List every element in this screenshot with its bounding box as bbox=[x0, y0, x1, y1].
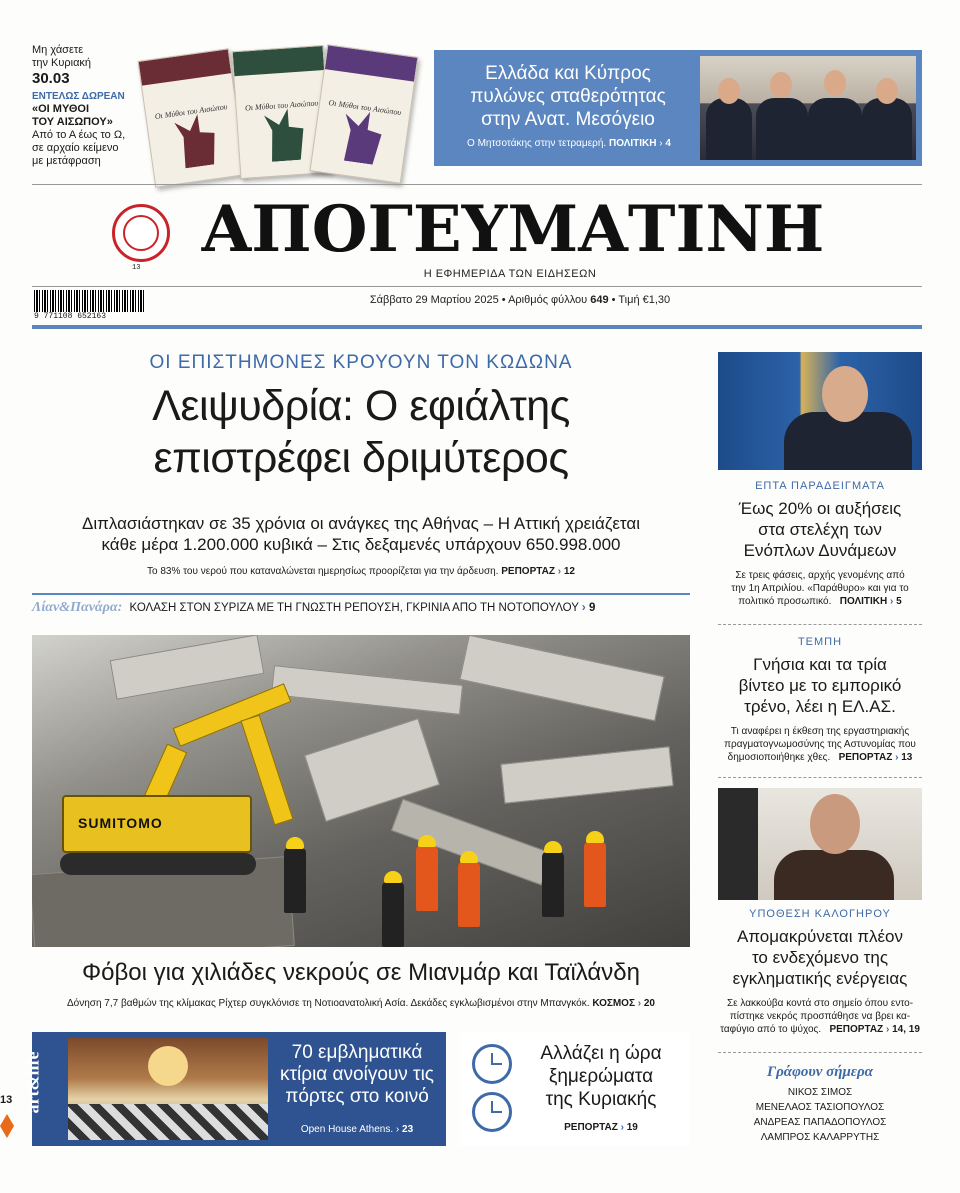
story3-label: ΥΠΟΘΕΣΗ ΚΑΛΟΓΗΡΟΥ bbox=[749, 908, 891, 920]
person-silhouette bbox=[808, 98, 862, 160]
promo-desc-3: με μετάφραση bbox=[32, 155, 101, 167]
book-cover-1 bbox=[138, 48, 247, 188]
story3-body-3 bbox=[718, 1023, 922, 1036]
story1-headline-1: Έως 20% οι αυξήσεις bbox=[738, 499, 902, 518]
main-headline[interactable] bbox=[32, 380, 690, 484]
window-frame bbox=[718, 788, 758, 900]
arrow-icon: › bbox=[395, 1124, 400, 1135]
art-line-3: πόρτες στο κοινό bbox=[285, 1086, 429, 1107]
story2-headline-2: βίντεο με το εμπορικό bbox=[738, 676, 902, 695]
banner-line-1: Ελλάδα και Κύπρος bbox=[485, 63, 651, 84]
story3-body bbox=[718, 997, 922, 1036]
clock-headline bbox=[516, 1042, 686, 1111]
main-summary-text: Το 83% του νερού που καταναλώνεται ημερησίως προορίζεται για την άρδευση. bbox=[146, 566, 499, 577]
barcode-icon bbox=[34, 264, 146, 322]
story2-label: ΤΕΜΠΗ bbox=[797, 636, 843, 648]
writer-name: ΑΝΔΡΕΑΣ ΠΑΠΑΔΟΠΟΥΛΟΣ bbox=[753, 1117, 887, 1128]
story1-headline bbox=[718, 498, 922, 561]
story2-headline-1: Γνήσια και τα τρία bbox=[753, 655, 887, 674]
arrow-icon: › bbox=[895, 752, 899, 763]
book-band-2 bbox=[233, 46, 324, 76]
book-band-1 bbox=[139, 49, 231, 85]
photo-page: 20 bbox=[643, 998, 655, 1009]
hard-hat-icon bbox=[418, 835, 436, 847]
banner-section: ΠΟΛΙΤΙΚΗ bbox=[608, 138, 657, 149]
art-page: 23 bbox=[402, 1124, 414, 1135]
story1-body-3 bbox=[718, 595, 922, 608]
clock-ref bbox=[516, 1122, 686, 1133]
banner-sub-text: Ο Μητσοτάκης στην τετραμερή. bbox=[467, 138, 607, 149]
hard-hat-icon bbox=[544, 841, 562, 853]
promo-books-image[interactable] bbox=[146, 40, 418, 190]
writer-name: ΛΑΜΠΡΟΣ ΚΑΛΑΡΡΥΤΗΣ bbox=[760, 1132, 880, 1143]
hard-hat-icon bbox=[384, 871, 402, 883]
person-head bbox=[876, 78, 898, 104]
excavator-track bbox=[60, 853, 256, 875]
deer-icon bbox=[169, 112, 224, 170]
banner-photo-leaders bbox=[700, 56, 916, 160]
promo-line2: την Κυριακή bbox=[32, 57, 92, 69]
story1-body-3-text: πολιτικό προσωπικό. bbox=[738, 596, 832, 607]
story1-label: ΕΠΤΑ ΠΑΡΑΔΕΙΓΜΑΤΑ bbox=[755, 480, 885, 492]
hard-hat-icon bbox=[460, 851, 478, 863]
main-headline-line-1: Λειψυδρία: Ο εφιάλτης bbox=[152, 382, 570, 430]
photo-headline[interactable]: Φόβοι για χιλιάδες νεκρούς σε Μιανμάρ και Ταϊλάνδη bbox=[81, 959, 640, 986]
divider bbox=[718, 624, 922, 625]
rescue-worker bbox=[382, 881, 404, 947]
writers-list bbox=[718, 1085, 922, 1145]
writer-name: ΝΙΚΟΣ ΣΙΜΟΣ bbox=[787, 1087, 853, 1098]
logo-seal-icon bbox=[112, 204, 170, 262]
arrow-icon: › bbox=[637, 998, 642, 1009]
story3-headline-2: το ενδεχόμενο της bbox=[751, 948, 889, 967]
story3-headline-3: εγκληματικής ενέργειας bbox=[732, 969, 908, 988]
checkered-floor bbox=[68, 1104, 268, 1140]
gossip-strip[interactable] bbox=[32, 600, 690, 616]
main-kicker: ΟΙ ΕΠΙΣΤΗΜΟΝΕΣ ΚΡΟΥΟΥΝ ΤΟΝ ΚΩΔΩΝΑ bbox=[149, 352, 573, 373]
story2-body-1: Τι αναφέρει η έκθεση της εργαστηριακής bbox=[730, 726, 910, 737]
story3-pages: 14, 19 bbox=[892, 1024, 920, 1035]
main-deck-line-1: Διπλασιάστηκαν σε 35 χρόνια οι ανάγκες της Αθήνας – Η Αττική χρειάζεται bbox=[82, 514, 640, 533]
arrow-icon: › bbox=[581, 602, 589, 614]
story1-body-2: την 1η Απριλίου. «Παράθυρο» και για το bbox=[731, 583, 909, 594]
divider bbox=[32, 184, 922, 185]
clock-line-2: ξημερώματα bbox=[548, 1066, 654, 1087]
person-head bbox=[770, 72, 792, 98]
art-life-ref bbox=[272, 1124, 442, 1135]
person-head bbox=[824, 70, 846, 96]
story2-body-3-text: δημοσιοποιήθηκε χθες. bbox=[727, 752, 831, 763]
barcode-number bbox=[34, 264, 146, 321]
photo-section: ΚΟΣΜΟΣ bbox=[592, 998, 635, 1009]
divider bbox=[32, 593, 690, 595]
photo-summary bbox=[32, 998, 690, 1009]
banner-line-2: πυλώνες σταθερότητας bbox=[470, 86, 666, 107]
barcode-suffix: 13 bbox=[132, 264, 141, 272]
masthead-tagline: Η ΕΦΗΜΕΡΙΔΑ ΤΩΝ ΕΙΔΗΣΕΩΝ bbox=[423, 268, 597, 280]
rescue-worker bbox=[458, 861, 480, 927]
promo-free-label: ΕΝΤΕΛΩΣ ΔΩΡΕΑΝ bbox=[32, 91, 125, 102]
story2-page: 13 bbox=[901, 752, 913, 763]
story3-body-3-text: ταφύγιο από το ψύχος. bbox=[720, 1024, 822, 1035]
kalogirou-photo[interactable] bbox=[718, 788, 922, 900]
story-tempi[interactable] bbox=[718, 636, 922, 764]
earthquake-photo[interactable] bbox=[32, 635, 690, 947]
story3-ref: ΡΕΠΟΡΤΑΖ bbox=[829, 1024, 884, 1035]
person-silhouette bbox=[774, 850, 894, 900]
story1-body-1: Σε τρεις φάσεις, αρχής γενομένης από bbox=[735, 570, 905, 581]
arrow-icon: › bbox=[890, 596, 894, 607]
main-headline-line-2: επιστρέφει δριμύτερος bbox=[153, 434, 569, 482]
art-life-headline bbox=[272, 1042, 442, 1108]
story1-section: ΠΟΛΙΤΙΚΗ bbox=[839, 596, 888, 607]
promo-desc-2: σε αρχαίο κείμενο bbox=[32, 142, 119, 154]
main-summary bbox=[32, 566, 690, 577]
story1-page: 5 bbox=[896, 596, 902, 607]
strip-text: ΚΟΛΑΣΗ ΣΤΟΝ ΣΥΡΙΖΑ ΜΕ ΤΗ ΓΝΩΣΤΗ ΡΕΠΟΥΣΗ, ΓΚΡΙΝΙΑ ΑΠΟ ΤΗ ΝΟΤΟΠΟΥΛΟΥ bbox=[129, 602, 579, 614]
arrow-icon: › bbox=[885, 1024, 890, 1035]
art-line-1: 70 εμβληματικά bbox=[291, 1042, 423, 1063]
barcode-bars bbox=[34, 290, 146, 312]
person-head bbox=[822, 366, 868, 422]
art-life-side bbox=[22, 1032, 66, 1146]
story-armed-forces[interactable] bbox=[718, 480, 922, 608]
person-silhouette bbox=[756, 98, 808, 160]
story3-body-1: Σε λακκούβα κοντά στο σημείο όπου εντο- bbox=[726, 998, 914, 1009]
banner-subline bbox=[438, 138, 700, 149]
story2-body-3 bbox=[718, 751, 922, 764]
barcode-digits: 9 771108 652163 bbox=[34, 312, 107, 321]
story2-body-2: πραγματογνωμοσύνης της Αστυνομίας που bbox=[724, 739, 916, 750]
writers-title: Γράφουν σήμερα bbox=[767, 1064, 873, 1080]
issue-date: Σάββατο 29 Μαρτίου 2025 • Αριθμός φύλλου bbox=[369, 294, 591, 306]
clock-ref-label: ΡΕΠΟΡΤΑΖ bbox=[564, 1122, 618, 1133]
page-edge-number: 13 bbox=[0, 1094, 13, 1106]
banner-headline bbox=[440, 62, 696, 131]
minister-photo[interactable] bbox=[718, 352, 922, 470]
deer-icon bbox=[334, 108, 389, 166]
story2-body bbox=[718, 725, 922, 764]
promo-title-1: «ΟΙ ΜΥΘΟΙ bbox=[32, 103, 90, 115]
book-caption-2: Οι Μύθοι του Αισώπου bbox=[244, 98, 319, 113]
rescue-worker bbox=[542, 851, 564, 917]
divider bbox=[32, 325, 922, 329]
book-caption-3: Οι Μύθοι του Αισώπου bbox=[328, 98, 402, 118]
clock-page: 19 bbox=[626, 1122, 638, 1133]
person-head bbox=[718, 78, 740, 104]
book-band-3 bbox=[325, 45, 417, 81]
issue-price: • Τιμή €1,30 bbox=[608, 294, 671, 306]
clock-line-1: Αλλάζει η ώρα bbox=[540, 1043, 662, 1064]
promo-title-2: ΤΟΥ ΑΙΣΩΠΟΥ» bbox=[32, 116, 113, 128]
clock-change-promo[interactable] bbox=[460, 1032, 690, 1146]
writers-box bbox=[718, 1064, 922, 1145]
excavator-body bbox=[62, 795, 252, 853]
chandelier-icon bbox=[148, 1046, 188, 1086]
divider bbox=[718, 1052, 922, 1053]
hard-hat-icon bbox=[286, 837, 304, 849]
hard-hat-icon bbox=[586, 831, 604, 843]
story3-body-2: πίστηκε νεκρός προσπάθησε να βρει κα- bbox=[729, 1011, 911, 1022]
story-kalogirou[interactable] bbox=[718, 908, 922, 1036]
palace-hall-image bbox=[68, 1038, 268, 1140]
divider bbox=[32, 286, 922, 287]
deer-icon bbox=[259, 107, 311, 162]
promo-sunday bbox=[32, 44, 142, 168]
divider bbox=[718, 777, 922, 778]
rescue-worker bbox=[284, 847, 306, 913]
story3-headline bbox=[718, 926, 922, 989]
issue-number: 649 bbox=[590, 294, 609, 306]
strip-page: 9 bbox=[588, 602, 596, 614]
story1-headline-2: στα στελέχη των bbox=[758, 520, 882, 539]
main-deck-line-2: κάθε μέρα 1.200.000 κυβικά – Στις δεξαμενές υπάρχουν 650.998.000 bbox=[101, 535, 621, 554]
logo-seal-inner bbox=[123, 215, 159, 251]
promo-date: 30.03 bbox=[32, 70, 70, 87]
arrow-icon: › bbox=[659, 138, 663, 149]
person-silhouette bbox=[706, 98, 752, 160]
issue-info bbox=[300, 294, 740, 306]
diamond-icon bbox=[0, 1114, 14, 1138]
book-caption-1: Οι Μύθοι του Αισώπου bbox=[154, 102, 228, 122]
art-line-2: κτίρια ανοίγουν τις bbox=[280, 1064, 434, 1085]
arrow-icon: › bbox=[557, 566, 562, 577]
main-deck bbox=[32, 513, 690, 555]
banner-line-3: στην Ανατ. Μεσόγειο bbox=[481, 109, 655, 130]
masthead-title[interactable]: ΑΠΟΓΕΥΜΑΤΙΝΗ bbox=[201, 192, 825, 267]
person-head bbox=[810, 794, 860, 854]
story3-headline-1: Απομακρύνεται πλέον bbox=[736, 927, 903, 946]
book-cover-3 bbox=[310, 44, 419, 184]
story2-headline-3: τρένο, λέει η ΕΛ.ΑΣ. bbox=[744, 697, 896, 716]
banner-page: 4 bbox=[665, 138, 671, 149]
story2-ref: ΡΕΠΟΡΤΑΖ bbox=[838, 752, 893, 763]
excavator-label: SUMITOMO bbox=[78, 815, 163, 831]
photo-summary-text: Δόνηση 7,7 βαθμών της κλίμακας Ρίχτερ συγκλόνισε τη Νοτιοανατολική Ασία. Δεκάδες εγκλωβισμένοι στην Μπανγκόκ. bbox=[66, 998, 590, 1009]
rescue-worker bbox=[416, 845, 438, 911]
person-silhouette bbox=[862, 98, 912, 160]
promo-desc-1: Από το Α έως το Ω, bbox=[32, 129, 126, 141]
promo-line1: Μη χάσετε bbox=[32, 44, 84, 56]
main-ref-label: ΡΕΠΟΡΤΑΖ bbox=[501, 566, 555, 577]
clock-icon bbox=[472, 1092, 512, 1132]
clock-icon bbox=[472, 1044, 512, 1084]
rescue-worker bbox=[584, 841, 606, 907]
art-life-promo[interactable] bbox=[22, 1032, 446, 1146]
writer-name: ΜΕΝΕΛΑΟΣ ΤΑΣΙΟΠΟΥΛΟΣ bbox=[755, 1102, 885, 1113]
strip-brand: Λίαν&Πανάρα: bbox=[32, 600, 123, 615]
art-life-label: art&life bbox=[22, 1051, 43, 1114]
story1-headline-3: Ενόπλων Δυνάμεων bbox=[743, 541, 897, 560]
main-ref-page[interactable]: 12 bbox=[563, 566, 575, 577]
clock-line-3: της Κυριακής bbox=[545, 1089, 657, 1110]
art-sub: Open House Athens. bbox=[300, 1124, 394, 1135]
story1-body bbox=[718, 569, 922, 608]
arrow-icon: › bbox=[620, 1122, 624, 1133]
top-banner-cyprus[interactable] bbox=[434, 50, 922, 166]
story2-headline bbox=[718, 654, 922, 717]
